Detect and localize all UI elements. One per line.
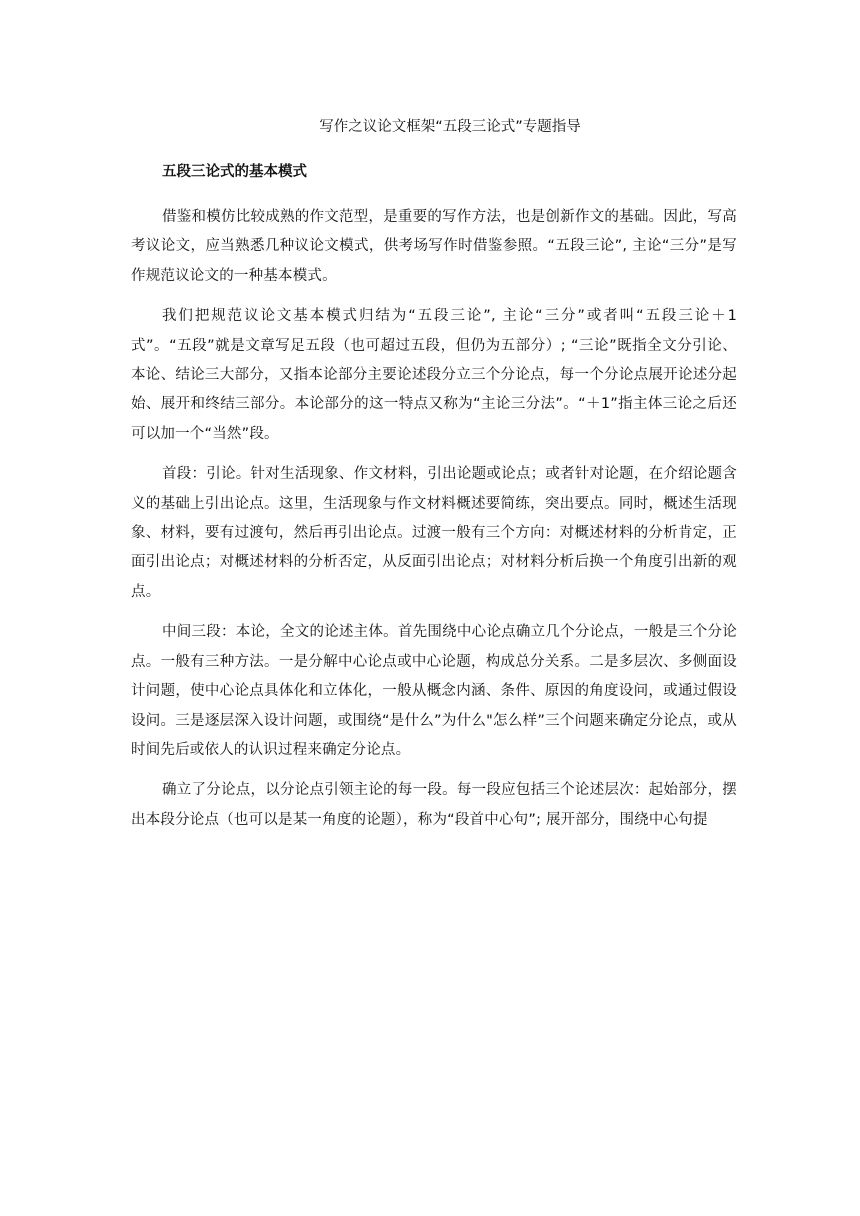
paragraph: 首段：引论。针对生活现象、作文材料，引出论题或论点；或者针对论题，在介绍论题含义的基础上引出论点。这里，生活现象与作文材料概述要简练，突出要点。同时，概述生活现象、材料，要有过渡句，然后再引出论点。过渡一般有三个方向：对概述材料的分析肯定，正面引出论点；对概述材料的分析否定，从反面引出论点；对材料分析后换一个角度引出新的观点。 xyxy=(131,466,737,600)
paragraph: 中间三段：本论，全文的论述主体。首先围绕中心论点确立几个分论点，一般是三个分论点。一般有三种方法。一是分解中心论点或中心论题，构成总分关系。二是多层次、多侧面设计问题，使中心论点具体化和立体化，一般从概念内涵、条件、原因的角度设问，或通过假设设问。三是逐层深入设计问题，或围绕“是什么”为什么"怎么样”三个问题来确定分论点，或从时间先后或依人的认识过程来确定分论点。 xyxy=(131,624,737,758)
document-body xyxy=(131,203,737,835)
paragraph: 我们把规范议论文基本模式归结为“五段三论”, 主论“三分”或者叫“五段三论＋1 式”。“五段”就是文章写足五段（也可超过五段，但仍为五部分）; “三论”既指全文分引论、本论、结论三大部分，又指本论部分主要论述段分立三个分论点，每一个分论点展开论述分起始、展开和终结三部分。本论部分的这一特点又称为“主论三分法”。“＋1”指主体三论之后还可以加一个“当然”段。 xyxy=(131,308,737,442)
section-heading: 五段三论式的基本模式 xyxy=(162,164,307,180)
paragraph: 借鉴和模仿比较成熟的作文范型，是重要的写作方法，也是创新作文的基础。因此，写高考议论文，应当熟悉几种议论文模式，供考场写作时借鉴参照。“五段三论”, 主论“三分”是写作规范议论文的一种基本模式。 xyxy=(131,209,737,284)
paragraph: 确立了分论点，以分论点引领主论的每一段。每一段应包括三个论述层次：起始部分，摆出本段分论点（也可以是某一角度的论题），称为“段首中心句”; 展开部分，围绕中心句提 xyxy=(131,782,737,828)
document-title: 写作之议论文框架“五段三论式”专题指导 xyxy=(319,119,581,135)
